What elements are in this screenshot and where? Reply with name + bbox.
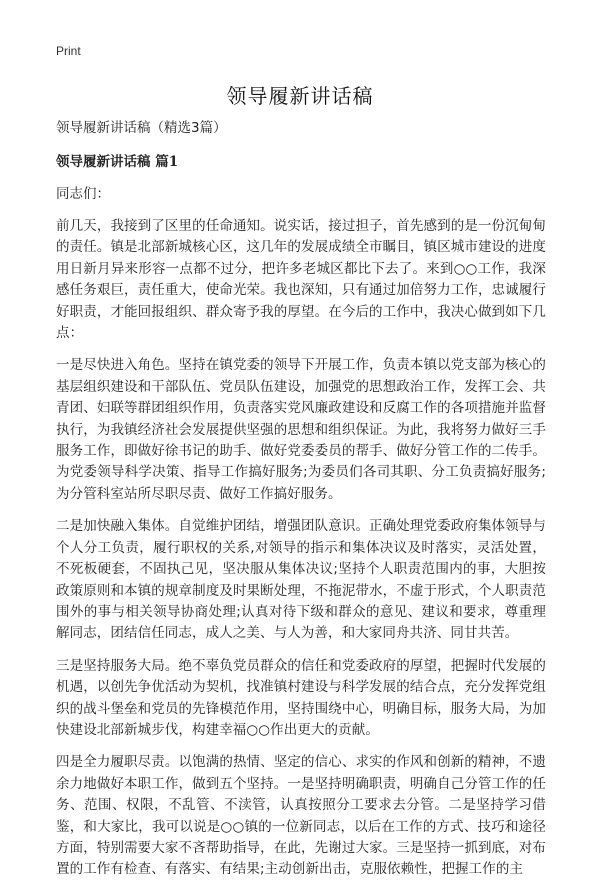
paragraph-1: 前几天，我接到了区里的任命通知。说实话，接过担子，首先感到的是一份沉甸甸的责任。镇是北部新城核心区，这几年的发展成绩全市瞩目，镇区城市建设的进度用日新月异来形容一点都不过分，把许多老城区都比下去了。来到○○工作，我深感任务艰巨，责任重大，使命光荣。我也深知，只有通过加倍努力工作，忠诚履行好职责，才能回报组织、群众寄予我的厚望。在今后的工作中，我决心做到如下几点： (56, 218, 546, 342)
section-heading: 领导履新讲话稿 篇1 (56, 154, 179, 170)
paragraph-5: 四是全力履职尽责。以饱满的热情、坚定的信心、求实的作风和创新的精神，不遗余力地做好本职工作，做到五个坚持。一是坚持明确职责，明确自己分管工作的任务、范围、权限，不乱管、不渎管，认真按照分工要求去分管。二是坚持学习借鉴，和大家比，我可以说是○○镇的一位新同志，以后在工作的方式、技巧和途径方面，特别需要大家不吝帮助指导，在此，先谢过大家。三是坚持一抓到底，对布置的工作有检查、有落实、有结果;主动创新出击，克服依赖性，把握工作的主 (56, 754, 546, 878)
document-title: 领导履新讲话稿 (226, 84, 374, 108)
print-label: Print (56, 44, 81, 58)
greeting: 同志们： (56, 186, 110, 202)
paragraph-3: 二是加快融入集体。自觉维护团结，增强团队意识。正确处理党委政府集体领导与个人分工负责，履行职权的关系,对领导的指示和集体决议及时落实，灵活处置，不死板硬套，不固执己见，坚决服从集体决议;坚持个人职责范围内的事，大胆按政策原则和本镇的规章制度及时果断处理，不拖泥带水，不虚于形式，个人职责范围外的事与相关领导协商处理;认真对待下级和群众的意见、建议和要求，尊重理解同志，团结信任同志，成人之美、与人为善，和大家同舟共济、同甘共苦。 (56, 518, 546, 642)
document-subtitle: 领导履新讲话稿（精选3篇） (56, 120, 227, 136)
paragraph-2: 一是尽快进入角色。坚持在镇党委的领导下开展工作，负责本镇以党支部为核心的基层组织建设和干部队伍、党员队伍建设，加强党的思想政治工作，发挥工会、共青团、妇联等群团组织作用，负责落实党风廉政建设和反腐工作的各项措施并监督执行，为我镇经济社会发展提供坚强的思想和组织保证。为此，我将努力做好三手服务工作，即做好徐书记的助手、做好党委委员的帮手、做好分管工作的二传手。为党委领导科学决策、指导工作搞好服务;为委员们各司其职、分工负责搞好服务;为分管科室站所尽职尽责、做好工作搞好服务。 (56, 357, 546, 502)
document-body (56, 118, 546, 892)
paragraph-4: 三是坚持服务大局。绝不辜负党员群众的信任和党委政府的厚望，把握时代发展的机遇，以创先争优活动为契机，找准镇村建设与科学发展的结合点，充分发挥党组织的战斗堡垒和党员的先锋模范作用，坚持围绕中心，明确目标，服务大局，为加快建设北部新城步伐，构建幸福○○作出更大的贡献。 (56, 657, 546, 738)
